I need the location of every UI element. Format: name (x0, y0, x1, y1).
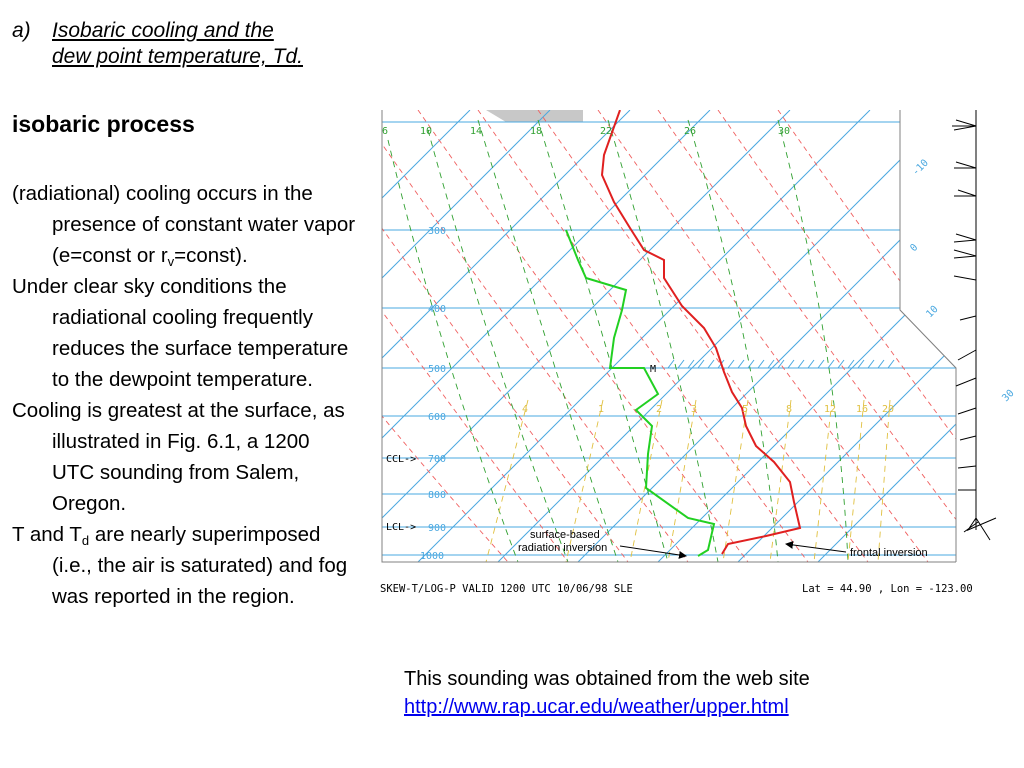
pressure-labels (420, 226, 446, 562)
pressure-label: 900 (428, 523, 447, 534)
isotherm-label: 0 (908, 242, 921, 255)
paragraph-2: Under clear sky conditions the radiational cooling frequently reduces the surface temperature to the dewpoint temperature. (12, 275, 349, 391)
pressure-label: 600 (428, 412, 447, 423)
mixing-label: 4 (522, 404, 529, 415)
heading-period: . (297, 45, 303, 68)
top-label: 30 (778, 126, 791, 137)
temperature-profile (602, 110, 800, 554)
annotation-surface-line2: radiation inversion (518, 542, 608, 554)
top-label: 14 (470, 126, 483, 137)
diagram-footer (380, 583, 973, 595)
heading-title (52, 18, 382, 70)
mixing-label: 5 (742, 404, 749, 415)
annotation-surface-line1: surface-based (530, 529, 600, 541)
mixing-label: 2 (656, 404, 663, 415)
top-label: 6 (382, 126, 389, 137)
heading-label: a) (12, 19, 31, 42)
isotherm-label: 30 (1000, 387, 1017, 405)
mixing-ratio-labels (522, 404, 894, 415)
heading-line1: Isobaric cooling and the (52, 19, 274, 42)
heading-line2: dew point temperature, Td (52, 45, 298, 68)
source-link[interactable]: http://www.rap.ucar.edu/weather/upper.html (404, 696, 789, 718)
footer-left: SKEW-T/LOG-P VALID 1200 UTC 10/06/98 SLE (380, 583, 633, 595)
top-gray-bar (486, 110, 583, 122)
m-marker: M (650, 364, 657, 375)
section-title: isobaric process (12, 111, 195, 137)
pressure-label: 1000 (420, 551, 445, 562)
footer-right: Lat = 44.90 , Lon = -123.00 (802, 583, 973, 595)
top-labels (382, 126, 790, 137)
top-label: 10 (420, 126, 433, 137)
wind-barbs (952, 110, 996, 540)
dewpoint-profile (566, 230, 714, 556)
pressure-label: 400 (428, 304, 447, 315)
skew-t-diagram (378, 110, 1020, 600)
ccl-label: CCL-> (386, 454, 417, 465)
mixing-label: 12 (824, 404, 837, 415)
top-label: 22 (600, 126, 613, 137)
paragraph-1: (radiational) cooling occurs in the presence of constant water vapor (e=const or $r_v=const$). (12, 182, 356, 269)
mixing-label: 3 (691, 404, 698, 415)
plot-grid (378, 110, 1020, 562)
isotherm-labels (908, 158, 1016, 405)
annotation-frontal: frontal inversion (850, 547, 928, 559)
paragraph-3: Cooling is greatest at the surface, as illustrated in Fig. 6.1, a 1200 UTC sounding from Salem, Oregon. (12, 399, 345, 515)
pressure-label: 700 (428, 454, 447, 465)
mixing-label: 16 (856, 404, 869, 415)
pressure-label: 800 (428, 490, 447, 501)
isotherm-label: 10 (924, 303, 941, 321)
top-label: 26 (684, 126, 697, 137)
body-text (12, 178, 357, 612)
caption (404, 665, 810, 721)
pressure-label: 500 (428, 364, 447, 375)
mixing-label: 1 (598, 404, 605, 415)
caption-text: This sounding was obtained from the web site (404, 668, 810, 690)
lcl-label: LCL-> (386, 522, 417, 533)
pressure-label: 300 (428, 226, 447, 237)
isotherm-label: -10 (910, 157, 931, 179)
paragraph-4: T and $T_d$ are nearly superimposed (i.e., the air is saturated) and fog was reported in the region. (12, 523, 348, 608)
mixing-label: 8 (786, 404, 793, 415)
top-label: 18 (530, 126, 543, 137)
mixing-label: 20 (882, 404, 895, 415)
